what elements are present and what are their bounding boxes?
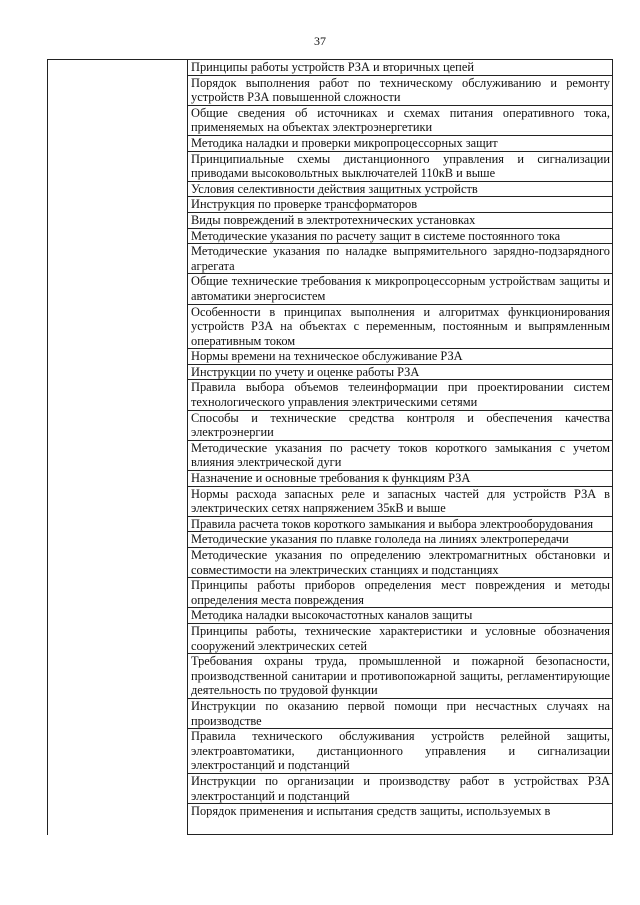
list-item: Методика наладки высокочастотных каналов защиты [188,608,613,624]
list-item: Порядок выполнения работ по техническому обслуживанию и ремонту устройств РЗА повышенной сложности [188,75,613,105]
list-item: Особенности в принципах выполнения и алгоритмах функционирования устройств РЗА на объектах с переменным, постоянным и выпрямленным оперативным током [188,304,613,349]
list-item: Назначение и основные требования к функциям РЗА [188,471,613,487]
list-item: Инструкции по оказанию первой помощи при несчастных случаях на производстве [188,698,613,728]
empty-left-cell [48,60,188,835]
list-item: Общие технические требования к микропроцессорным устройствам защиты и автоматики энергосистем [188,274,613,304]
list-item: Правила расчета токов короткого замыкания и выбора электрооборудования [188,516,613,532]
list-item: Нормы времени на техническое обслуживание РЗА [188,349,613,365]
list-item: Принципы работы устройств РЗА и вторичных цепей [188,60,613,76]
list-item: Принципиальные схемы дистанционного управления и сигнализации приводами высоковольтных выключателей 110кВ и выше [188,151,613,181]
requirements-table [47,59,613,835]
table-row [48,60,613,76]
list-item: Методические указания по наладке выпрямительного зарядно-подзарядного агрегата [188,244,613,274]
list-item: Методика наладки и проверки микропроцессорных защит [188,135,613,151]
list-item: Инструкции по организации и производству работ в устройствах РЗА электростанций и подстанций [188,773,613,803]
list-item: Инструкция по проверке трансформаторов [188,197,613,213]
list-item: Виды повреждений в электротехнических установках [188,212,613,228]
list-item: Условия селективности действия защитных устройств [188,181,613,197]
list-item: Требования охраны труда, промышленной и пожарной безопасности, производственной санитарии и противопожарной защиты, регламентирующие деятельность по трудовой функции [188,654,613,699]
list-item: Принципы работы, технические характеристики и условные обозначения сооружений электрических сетей [188,623,613,653]
list-item: Инструкции по учету и оценке работы РЗА [188,364,613,380]
list-item: Методические указания по определению электромагнитных обстановки и совместимости на электрических станциях и подстанциях [188,548,613,578]
list-item: Методические указания по плавке гололеда на линиях электропередачи [188,532,613,548]
list-item: Принципы работы приборов определения мест повреждения и методы определения места повреждения [188,578,613,608]
list-item: Правила выбора объемов телеинформации при проектировании систем технологического управления электрическими сетями [188,380,613,410]
list-item: Порядок применения и испытания средств защиты, используемых в [188,804,613,835]
list-item: Методические указания по расчету защит в системе постоянного тока [188,228,613,244]
list-item: Способы и технические средства контроля и обеспечения качества электроэнергии [188,410,613,440]
page-number: 37 [314,34,326,48]
list-item: Методические указания по расчету токов короткого замыкания с учетом влияния электрической дуги [188,440,613,470]
list-item: Общие сведения об источниках и схемах питания оперативного тока, применяемых на объектах электроэнергетики [188,105,613,135]
list-item: Нормы расхода запасных реле и запасных частей для устройств РЗА в электрических сетях напряжением 35кВ и выше [188,486,613,516]
list-item: Правила технического обслуживания устройств релейной защиты, электроавтоматики, дистанционного управления и сигнализации электростанций и подстанций [188,729,613,774]
